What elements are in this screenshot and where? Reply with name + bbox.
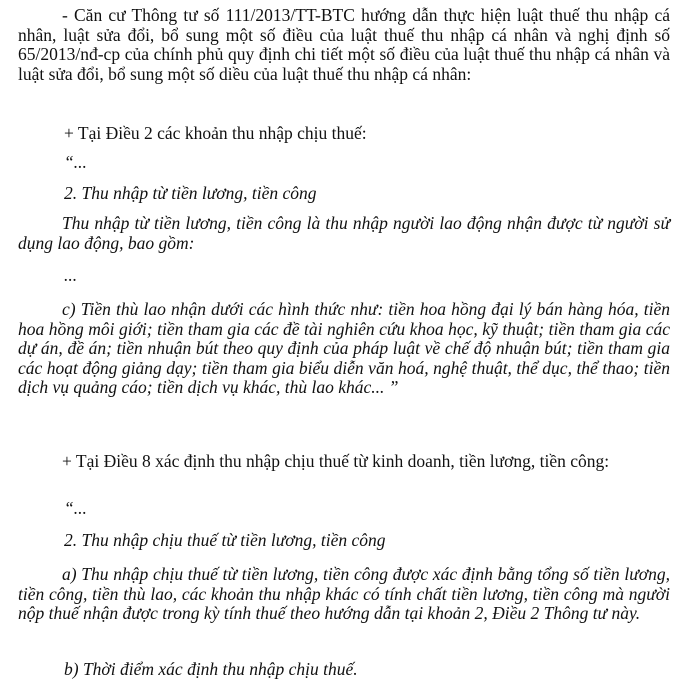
paragraph-article-8: + Tại Điều 8 xác định thu nhập chịu thuế từ kinh doanh, tiền lương, tiền công: <box>62 451 610 471</box>
paragraph-legal-basis: - Căn cư Thông tư số 111/2013/TT-BTC hướng dẫn thực hiện luật thuế thu nhập cá nhân, luật sửa đổi, bổ sung một số điều của luật thuế thu nhập cá nhân và nghị định số 65/2013/nđ-cp của chính phủ quy định chi tiết một số điều của luật thuế thu nhập cá nhân và luật sửa đổi, bổ sung một số diều của luật thuế thu nhập cá nhân: <box>18 5 670 84</box>
paragraph-quote-open: “... <box>64 152 87 172</box>
paragraph-income-definition: Thu nhập từ tiền lương, tiền công là thu nhập người lao động nhận được từ người sử dụng lao động, bao gồm: <box>18 213 670 253</box>
paragraph-article-2: + Tại Điều 2 các khoản thu nhập chịu thuế: <box>64 123 367 143</box>
paragraph-item-c: c) Tiền thù lao nhận dưới các hình thức như: tiền hoa hồng đại lý bán hàng hóa, tiền hoa hồng môi giới; tiền tham gia các đề tài nghiên cứu khoa học, kỹ thuật; tiền tham gia các dự án, đề án; tiền nhuận bút theo quy định của pháp luật về chế độ nhuận bút; tiền tham gia các hoạt động giảng dạy; tiền tham gia biểu diễn văn hoá, nghệ thuật, thể dục, thể thao; tiền dịch vụ quảng cáo; tiền dịch vụ khác, thù lao khác... ” <box>18 299 670 397</box>
paragraph-heading-2: 2. Thu nhập từ tiền lương, tiền công <box>64 183 317 203</box>
paragraph-quote-open-2: “... <box>64 498 87 518</box>
paragraph-item-b: b) Thời điểm xác định thu nhập chịu thuế. <box>64 659 358 679</box>
paragraph-ellipsis: ... <box>64 265 78 285</box>
paragraph-item-a: a) Thu nhập chịu thuế từ tiền lương, tiền công được xác định bằng tổng số tiền lương, tiền công, tiền thù lao, các khoản thu nhập khác có tính chất tiền lương, tiền công mà người nộp thuế nhận được trong kỳ tính thuế theo hướng dẫn tại khoản 2, Điều 2 Thông tư này. <box>18 564 670 623</box>
paragraph-heading-2b: 2. Thu nhập chịu thuế từ tiền lương, tiền công <box>64 530 386 550</box>
